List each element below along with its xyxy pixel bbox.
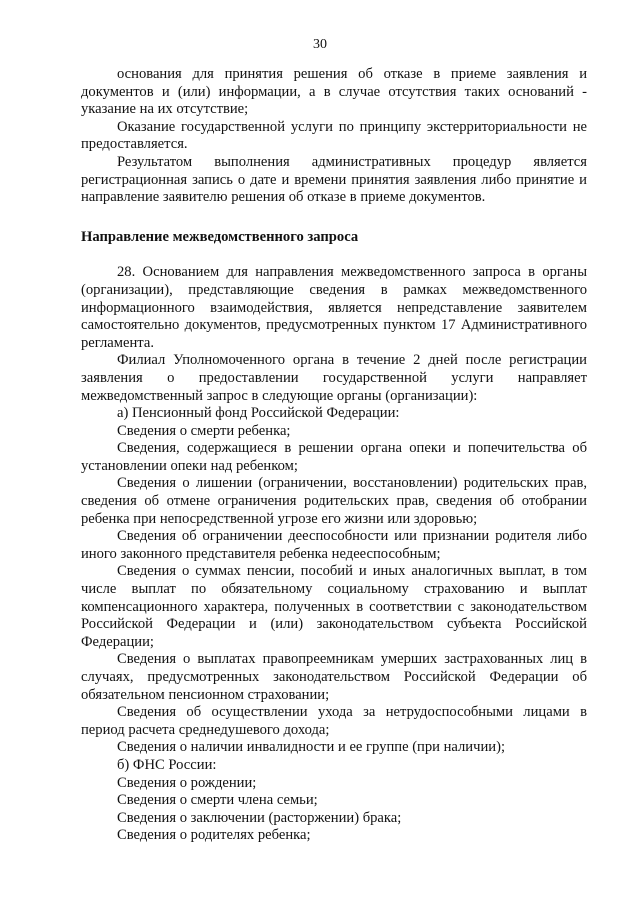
- intro-paragraph-3: Результатом выполнения административных процедур является регистрационная запись о дате и времени принятия заявления либо принятие и направление заявителю решения об отказе в приеме документов.: [81, 153, 587, 206]
- list-item: Сведения о заключении (расторжении) брака;: [117, 809, 402, 826]
- section-heading: Направление межведомственного запроса: [81, 228, 359, 245]
- list-item: Сведения о рождении;: [117, 774, 257, 791]
- paragraph-28: 28. Основанием для направления межведомственного запроса в органы (организации), представляющие сведения в рамках межведомственного информационного взаимодействия, является непредставление заявителем самостоятельно документов, предусмотренных пунктом 17 Административного регламента.: [81, 264, 587, 351]
- intro-paragraph-1: основания для принятия решения об отказе в приеме заявления и документов и (или) информации, а в случае отсутствия таких оснований - указание на их отсутствие;: [81, 66, 587, 118]
- list-heading-pension-fund: а) Пенсионный фонд Российской Федерации:: [117, 405, 400, 422]
- list-item: Сведения о суммах пенсии, пособий и иных аналогичных выплат, в том числе выплат по обязательному социальному страхованию и выплат компенсационного характера, полученных в соответствии с законодательством Российской Федерации и (или) законодательством субъекта Российской Федерации;: [81, 563, 587, 650]
- list-item: Сведения о лишении (ограничении, восстановлении) родительских прав, сведения об отмене ограничения родительских прав, сведения об отобрании ребенка при непосредственной угрозе его жизни или здоровью;: [81, 475, 587, 527]
- list-item: Сведения о родителях ребенка;: [117, 827, 311, 844]
- page-number: 30: [313, 37, 327, 52]
- list-item: Сведения о выплатах правопреемникам умерших застрахованных лиц в случаях, предусмотренных законодательством Российской Федерации об обязательном пенсионном страховании;: [81, 651, 587, 703]
- list-item: Сведения о наличии инвалидности и ее группе (при наличии);: [117, 739, 505, 756]
- intro-paragraph-2: Оказание государственной услуги по принципу экстерриториальности не предоставляется.: [81, 118, 587, 153]
- list-item: Сведения, содержащиеся в решении органа опеки и попечительства об установлении опеки над ребенком;: [81, 440, 587, 474]
- list-item: Сведения об осуществлении ухода за нетрудоспособными лицами в период расчета среднедушевого дохода;: [81, 704, 587, 738]
- paragraph-branch-request: Филиал Уполномоченного органа в течение 2 дней после регистрации заявления о предоставлении государственной услуги направляет межведомственный запрос в следующие органы (организации):: [81, 352, 587, 404]
- list-item: Сведения о смерти ребенка;: [117, 422, 291, 439]
- list-heading-fns: б) ФНС России:: [117, 756, 217, 773]
- list-item: Сведения об ограничении дееспособности или признании родителя либо иного законного представителя ребенка недееспособным;: [81, 528, 587, 562]
- document-body: [81, 66, 587, 845]
- list-item: Сведения о смерти члена семьи;: [117, 792, 318, 809]
